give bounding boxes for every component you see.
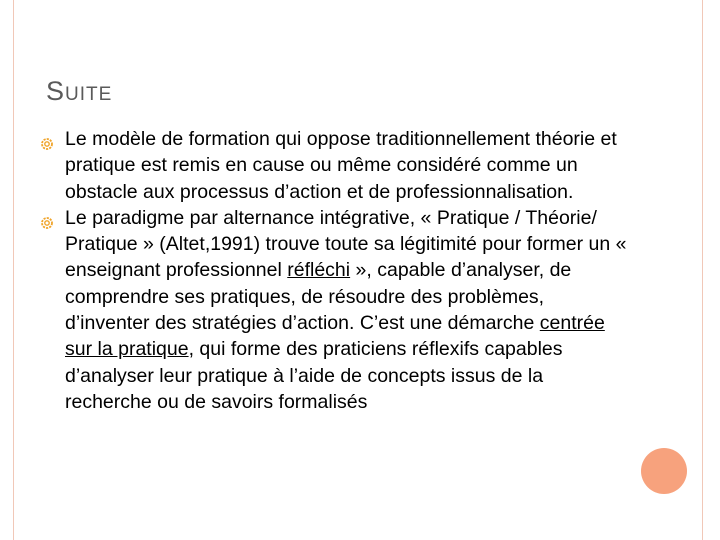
underlined-term: centrée sur la pratique — [65, 312, 605, 361]
gear-bullet-icon — [40, 211, 54, 225]
bullet-item — [40, 126, 630, 205]
bullet-item — [40, 205, 630, 415]
slide-title: Suite — [46, 76, 113, 106]
gear-bullet-icon — [40, 132, 54, 146]
bullet-list — [40, 126, 630, 415]
decorative-circle — [641, 448, 687, 494]
bullet-text: Le modèle de formation qui oppose traditionnellement théorie et pratique est remis en cause ou même considéré comme un obstacle aux processus d’action et de professionnalisation. — [65, 128, 617, 203]
bullet-text: Le paradigme par alternance intégrative, « Pratique / Théorie/ Pratique » (Altet,1991) trouve toute sa légitimité pour former un « enseignant professionnel réfléchi », capable d’analyser, de comprendre ses pratiques, de résoudre des problèmes, d’inventer des stratégies d’action. C’est une démarche centrée sur la pratique, qui forme des praticiens réflexifs capables d’analyser leur pratique à l’aide de concepts issus de la recherche ou de savoirs formalisés — [65, 206, 627, 413]
underlined-term: réfléchi — [287, 259, 351, 282]
